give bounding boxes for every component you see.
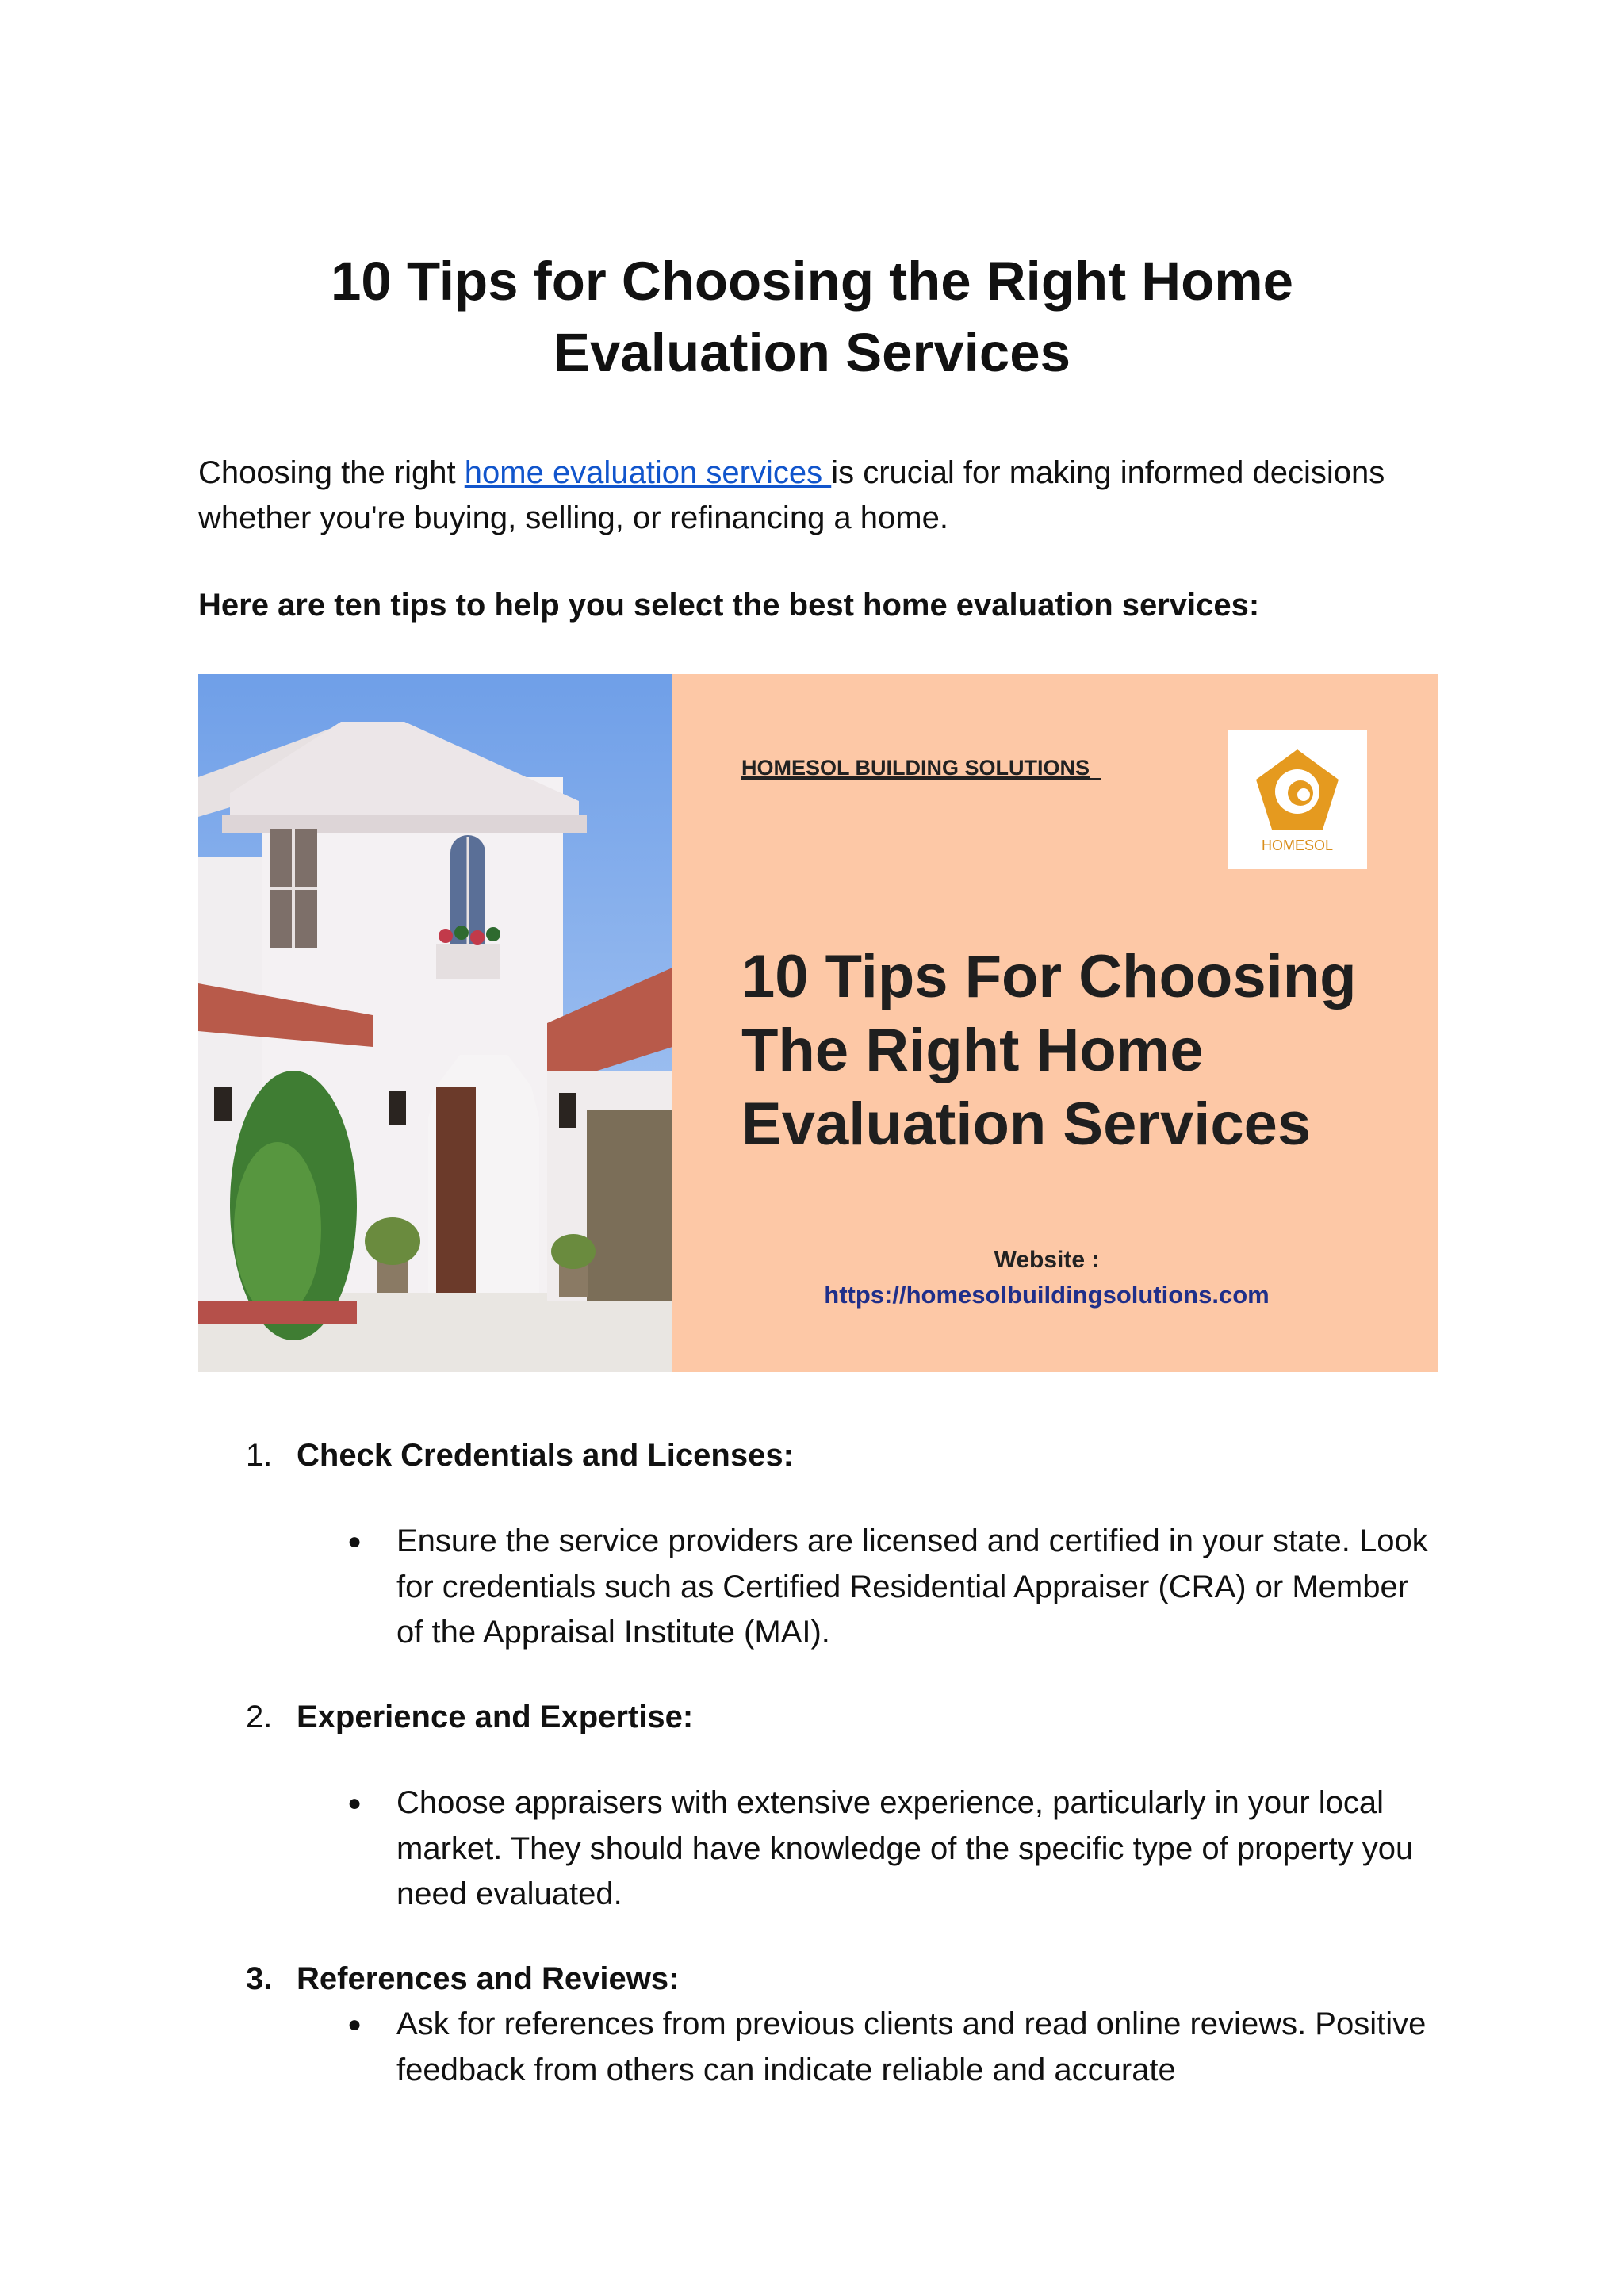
- banner-company-name: HOMESOL BUILDING SOLUTIONS: [741, 756, 1090, 780]
- tip-2-heading: [246, 1695, 1435, 1740]
- intro-paragraph: [198, 450, 1435, 541]
- tip-1-number: 1.: [246, 1438, 273, 1473]
- homesol-logo-icon: [1228, 730, 1367, 869]
- house-photo: [198, 674, 672, 1372]
- bullet-icon: ●: [347, 2011, 362, 2037]
- tip-3-bullet: [349, 2002, 1443, 2093]
- tip-2-bullet: [349, 1780, 1443, 1918]
- tip-1-bullet: [349, 1519, 1443, 1656]
- banner-headline-line-3: Evaluation Services: [741, 1091, 1312, 1158]
- bullet-icon: ●: [347, 1528, 362, 1554]
- tip-1-heading: [246, 1433, 1435, 1478]
- banner-website-url: https://homesolbuildingsolutions.com: [824, 1281, 1270, 1309]
- bullet-icon: ●: [347, 1790, 362, 1816]
- tip-1-bullet-text: Ensure the service providers are licensed and certified in your state. Look for credentials such as Certified Residential Appraiser (CRA) or Member of the Appraisal Institute (MAI).: [396, 1524, 1428, 1650]
- home-evaluation-link[interactable]: home evaluation services: [464, 455, 832, 490]
- tip-2-number: 2.: [246, 1700, 273, 1734]
- tip-1-title: Check Credentials and Licenses:: [297, 1438, 794, 1473]
- banner-headline-line-1: 10 Tips For Choosing: [741, 943, 1357, 1010]
- tip-3-number: 3.: [246, 1961, 273, 1996]
- intro-text-after: is crucial for making informed decisions whether you're buying, selling, or refinancing a home.: [198, 455, 1385, 535]
- intro-text-before: Choosing the right: [198, 455, 465, 490]
- tip-3-title: References and Reviews:: [297, 1961, 680, 1996]
- banner-image: [198, 674, 1438, 1372]
- banner-headline-line-2: The Right Home: [741, 1017, 1204, 1084]
- tips-subheading: Here are ten tips to help you select the best home evaluation services:: [198, 588, 1260, 623]
- tip-3-heading: [246, 1957, 1435, 2002]
- title-line-2: Evaluation Services: [553, 322, 1071, 383]
- tip-2-bullet-text: Choose appraisers with extensive experience, particularly in your local market. They should have knowledge of the specific type of property you need evaluated.: [396, 1785, 1414, 1911]
- banner-website-label: Website :: [994, 1247, 1100, 1273]
- page-title: [198, 246, 1426, 389]
- title-line-1: 10 Tips for Choosing the Right Home: [331, 251, 1293, 312]
- tip-3-bullet-text: Ask for references from previous clients and read online reviews. Positive feedback from others can indicate reliable and accurate: [396, 2007, 1427, 2087]
- banner-panel: [672, 674, 1438, 1372]
- tip-2-title: Experience and Expertise:: [297, 1700, 694, 1734]
- logo-text: HOMESOL: [1261, 838, 1334, 853]
